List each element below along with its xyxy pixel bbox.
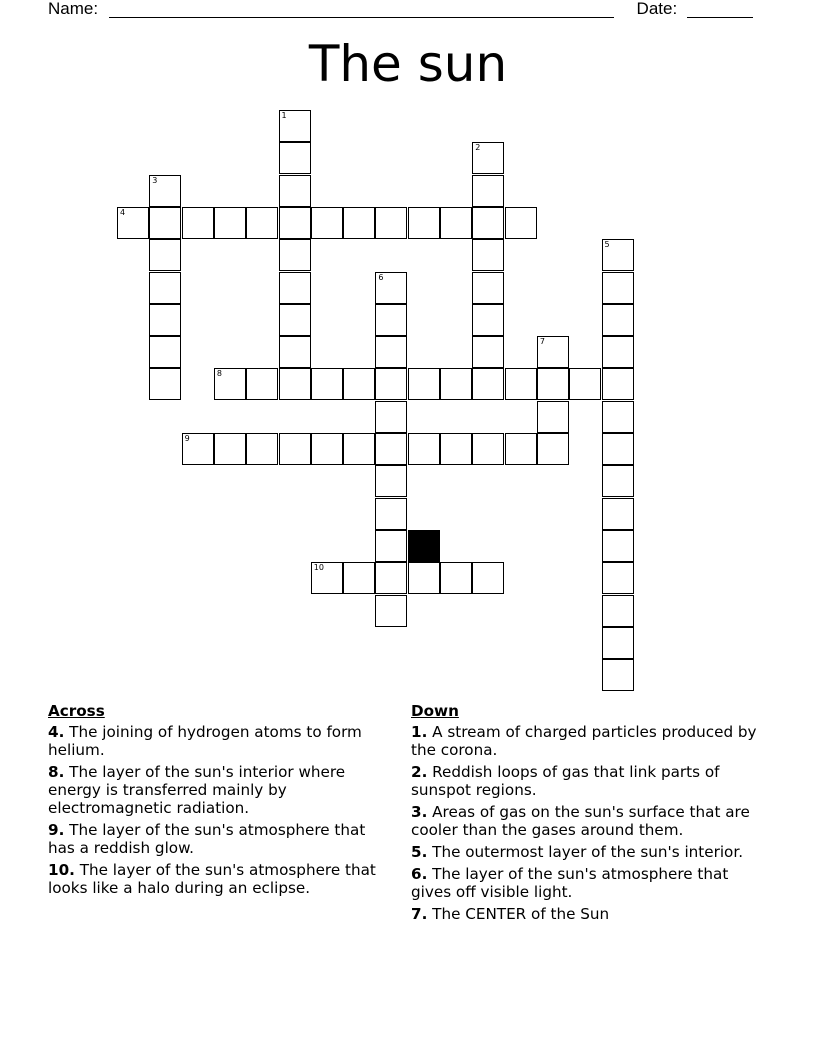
across-clue (48, 861, 388, 897)
grid-cell[interactable] (408, 562, 440, 594)
clue-number: 3. (411, 803, 428, 821)
grid-cell[interactable] (472, 239, 504, 271)
grid-cell[interactable] (375, 304, 407, 336)
down-clue (411, 723, 761, 759)
cell-number: 6 (378, 272, 384, 282)
across-heading: Across (48, 702, 105, 720)
grid-cell[interactable] (602, 401, 634, 433)
grid-cell[interactable] (311, 368, 343, 400)
clue-text: Reddish loops of gas that link parts of sunspot regions. (411, 763, 720, 799)
clue-text: A stream of charged particles produced by the corona. (411, 723, 757, 759)
grid-cell[interactable] (375, 498, 407, 530)
grid-cell[interactable] (472, 272, 504, 304)
grid-cell[interactable] (472, 304, 504, 336)
clue-text: The joining of hydrogen atoms to form helium. (48, 723, 362, 759)
grid-cell[interactable] (440, 433, 472, 465)
grid-cell[interactable] (408, 207, 440, 239)
across-clue (48, 763, 388, 817)
clue-text: The outermost layer of the sun's interior. (432, 843, 744, 861)
grid-cell[interactable] (149, 175, 181, 207)
date-label: Date: (636, 0, 678, 18)
grid-cell[interactable] (602, 368, 634, 400)
grid-cell[interactable] (214, 433, 246, 465)
grid-cell[interactable] (149, 272, 181, 304)
grid-cell[interactable] (408, 433, 440, 465)
cell-number: 5 (604, 240, 610, 250)
grid-cell[interactable] (214, 368, 246, 400)
cell-number: 4 (120, 207, 126, 217)
clue-text: Areas of gas on the sun's surface that are cooler than the gases around them. (411, 803, 750, 839)
grid-cell[interactable] (375, 562, 407, 594)
clue-text: The layer of the sun's atmosphere that has a reddish glow. (48, 821, 366, 857)
clue-number: 7. (411, 905, 428, 923)
cell-number: 3 (152, 175, 158, 185)
grid-cell[interactable] (602, 304, 634, 336)
grid-cell[interactable] (602, 595, 634, 627)
cell-number: 2 (475, 143, 481, 153)
grid-cell[interactable] (343, 368, 375, 400)
grid-cell[interactable] (537, 368, 569, 400)
grid-cell[interactable] (569, 368, 601, 400)
clue-number: 6. (411, 865, 428, 883)
clue-text: The layer of the sun's atmosphere that looks like a halo during an eclipse. (48, 861, 376, 897)
grid-cell[interactable] (537, 433, 569, 465)
grid-cell[interactable] (279, 239, 311, 271)
clue-number: 4. (48, 723, 65, 741)
clue-text: The layer of the sun's atmosphere that gives off visible light. (411, 865, 729, 901)
down-clue (411, 905, 761, 923)
across-clues (48, 702, 388, 901)
grid-cell[interactable] (343, 562, 375, 594)
down-clue (411, 843, 761, 861)
grid-cell[interactable] (472, 142, 504, 174)
grid-cell[interactable] (472, 368, 504, 400)
grid-cell[interactable] (279, 368, 311, 400)
cell-number: 1 (281, 111, 287, 120)
grid-cell[interactable] (343, 207, 375, 239)
grid-cell[interactable] (214, 207, 246, 239)
grid-cell[interactable] (279, 142, 311, 174)
grid-cell[interactable] (279, 272, 311, 304)
cell-number: 10 (313, 563, 324, 573)
grid-cell[interactable] (602, 336, 634, 368)
grid-cell[interactable] (602, 530, 634, 562)
clue-number: 8. (48, 763, 65, 781)
grid-cell[interactable] (537, 336, 569, 368)
grid-block (408, 530, 440, 562)
grid-cell[interactable] (117, 207, 149, 239)
grid-cell[interactable] (505, 433, 537, 465)
grid-cell[interactable] (602, 659, 634, 691)
clue-text: The layer of the sun's interior where energy is transferred mainly by electromagnetic radiation. (48, 763, 346, 817)
grid-cell[interactable] (311, 433, 343, 465)
clue-number: 2. (411, 763, 428, 781)
grid-cell[interactable] (182, 207, 214, 239)
grid-cell[interactable] (149, 336, 181, 368)
down-clue (411, 763, 761, 799)
across-clue-list (48, 723, 388, 897)
cell-number: 8 (216, 369, 222, 379)
grid-cell[interactable] (602, 562, 634, 594)
down-clues (411, 702, 761, 927)
grid-cell[interactable] (375, 401, 407, 433)
grid-cell[interactable] (602, 465, 634, 497)
grid-cell[interactable] (472, 207, 504, 239)
grid-cell[interactable] (279, 110, 311, 142)
grid-cell[interactable] (375, 530, 407, 562)
grid-cell[interactable] (279, 433, 311, 465)
grid-cell[interactable] (375, 465, 407, 497)
grid-cell[interactable] (505, 368, 537, 400)
clue-number: 5. (411, 843, 428, 861)
grid-cell[interactable] (537, 401, 569, 433)
grid-cell[interactable] (246, 368, 278, 400)
grid-cell[interactable] (602, 498, 634, 530)
grid-cell[interactable] (279, 304, 311, 336)
clue-number: 9. (48, 821, 65, 839)
grid-cell[interactable] (149, 368, 181, 400)
grid-cell[interactable] (343, 433, 375, 465)
grid-cell[interactable] (375, 595, 407, 627)
grid-cell[interactable] (505, 207, 537, 239)
grid-cell[interactable] (472, 175, 504, 207)
grid-cell[interactable] (440, 207, 472, 239)
grid-cell[interactable] (149, 207, 181, 239)
grid-cell[interactable] (375, 272, 407, 304)
clue-number: 1. (411, 723, 428, 741)
grid-cell[interactable] (279, 207, 311, 239)
down-clue-list (411, 723, 761, 923)
page-title: The sun (308, 35, 508, 93)
across-clue (48, 723, 388, 759)
grid-cell[interactable] (602, 239, 634, 271)
clue-text: The CENTER of the Sun (432, 905, 610, 923)
grid-cell[interactable] (375, 433, 407, 465)
cell-number: 9 (184, 434, 190, 443)
grid-cell[interactable] (182, 433, 214, 465)
grid-cell[interactable] (375, 336, 407, 368)
clue-number: 10. (48, 861, 75, 879)
grid-cell[interactable] (149, 239, 181, 271)
grid-cell[interactable] (246, 207, 278, 239)
grid-cell[interactable] (602, 627, 634, 659)
grid-cell[interactable] (149, 304, 181, 336)
grid-cell[interactable] (408, 368, 440, 400)
grid-cell[interactable] (602, 433, 634, 465)
grid-cell[interactable] (440, 368, 472, 400)
down-clue (411, 865, 761, 901)
grid-cell[interactable] (375, 207, 407, 239)
grid-cell[interactable] (472, 336, 504, 368)
grid-cell[interactable] (311, 207, 343, 239)
down-clue (411, 803, 761, 839)
grid-cell[interactable] (472, 562, 504, 594)
grid-cell[interactable] (311, 562, 343, 594)
grid-cell[interactable] (472, 433, 504, 465)
grid-cell[interactable] (246, 433, 278, 465)
grid-cell[interactable] (602, 272, 634, 304)
cell-number: 7 (539, 337, 545, 347)
grid-cell[interactable] (279, 336, 311, 368)
grid-cell[interactable] (440, 562, 472, 594)
name-label: Name: (48, 0, 99, 18)
across-clue (48, 821, 388, 857)
grid-cell[interactable] (279, 175, 311, 207)
down-heading: Down (411, 702, 459, 720)
grid-cell[interactable] (375, 368, 407, 400)
